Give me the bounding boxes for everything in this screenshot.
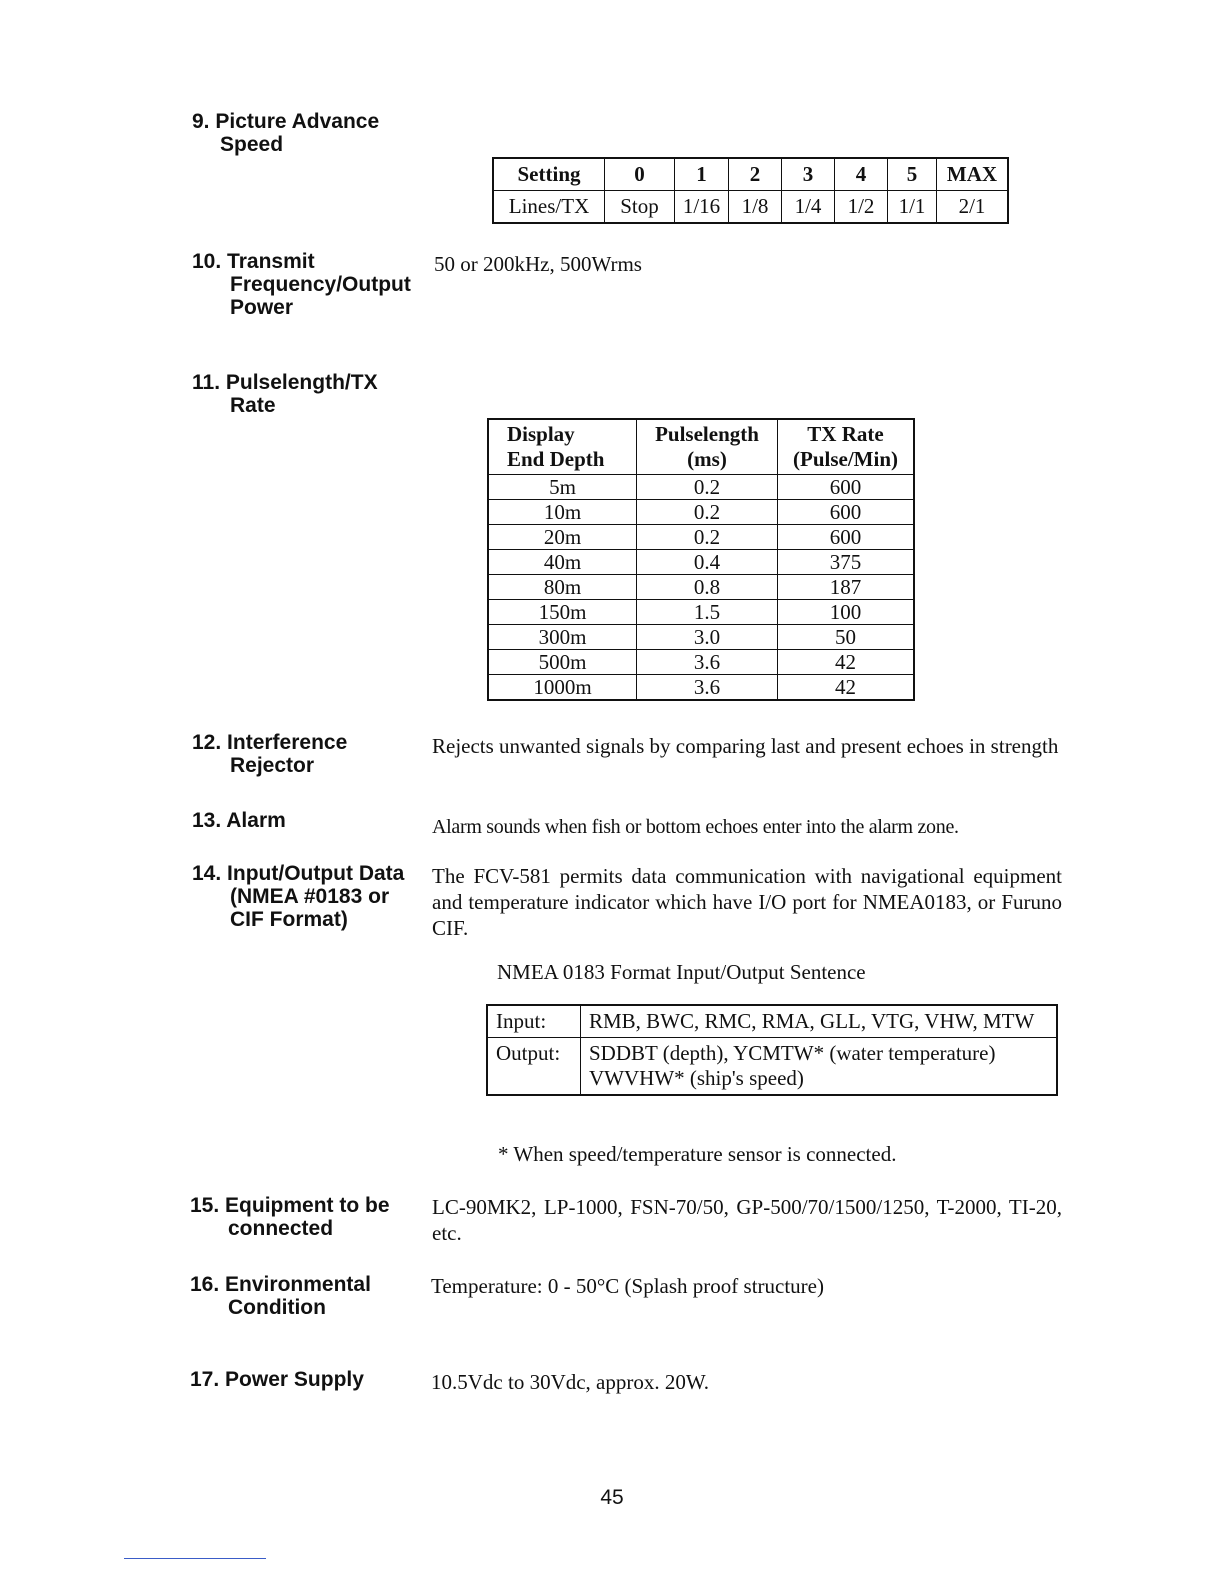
header-line: Display [507,422,575,446]
table-cell: 500m [488,650,637,675]
item-label-line: Environmental [225,1273,371,1296]
header-line: Pulselength [655,422,759,446]
item-label-line: (NMEA #0183 or [230,885,390,908]
table-cell: 2/1 [937,191,1009,224]
item-13-value: Alarm sounds when fish or bottom echoes enter into the alarm zone. [432,816,959,838]
table-header-row [488,419,914,475]
item-label-line: Picture Advance [215,110,380,133]
item-number: 17. [190,1368,220,1391]
table-row [488,575,914,600]
table-cell: 1/8 [729,191,782,224]
item-label-line: Power Supply [225,1368,364,1391]
header-line: TX Rate [807,422,884,446]
table-cell: 4 [835,158,888,191]
item-number: 13. [192,809,222,832]
table-row [493,158,1008,191]
table-row [488,500,914,525]
item-label-line: Alarm [226,809,286,832]
table-cell: 600 [778,525,915,550]
table-cell: 0.4 [637,550,778,575]
table-cell: Setting [493,158,605,191]
table-cell: 80m [488,575,637,600]
table-row [493,191,1008,224]
table-cell: 10m [488,500,637,525]
item-14-value: The FCV-581 permits data communication with navigational equipment and temperature indicator which have I/O port for NMEA0183, or Furuno CIF. [432,864,1062,940]
table-cell: 1/16 [675,191,729,224]
item-17-value: 10.5Vdc to 30Vdc, approx. 20W. [431,1370,710,1394]
item-label-line: Pulselength/TX [225,371,378,394]
table-cell: 300m [488,625,637,650]
item-label-line: Rejector [230,754,315,777]
item-10-label [192,250,411,319]
item-label-line: Speed [220,133,284,156]
table-cell: 0.2 [637,500,778,525]
table-cell: 600 [778,500,915,525]
item-11-label [192,371,378,417]
item-9-label [192,110,379,156]
table-cell: 0.2 [637,525,778,550]
item-number: 11. [192,371,221,394]
table-cell: 42 [778,675,915,701]
header-line: End Depth [507,447,605,471]
nmea-caption: NMEA 0183 Format Input/Output Sentence [497,960,866,984]
item-label-line: Equipment to be [225,1194,390,1217]
table-header-cell [637,419,778,475]
item-number: 9. [192,110,210,133]
table-cell: 40m [488,550,637,575]
item-number: 15. [190,1194,220,1217]
item-10-value: 50 or 200kHz, 500Wrms [434,252,642,276]
table-cell: 1/1 [888,191,937,224]
item-12-value: Rejects unwanted signals by comparing last and present echoes in strength [432,734,1059,758]
table-header-cell [778,419,915,475]
table-row [488,650,914,675]
table-cell: Stop [605,191,675,224]
table-row [488,525,914,550]
item-12-label [192,731,347,777]
table-cell: 42 [778,650,915,675]
table-cell: 3.6 [637,675,778,701]
table-cell: 1/4 [782,191,835,224]
item-label-line: Transmit [227,250,315,273]
table-cell: 3.0 [637,625,778,650]
table-cell: 600 [778,475,915,500]
table-cell: 0.2 [637,475,778,500]
item-number: 16. [190,1273,220,1296]
table-cell-key: Output: [487,1038,581,1096]
table-row [487,1005,1057,1038]
item-label-line: Input/Output Data [227,862,405,885]
table-cell: 20m [488,525,637,550]
item-17-label [190,1368,364,1391]
header-line: (ms) [687,447,727,471]
item-label-line: Frequency/Output [230,273,411,296]
table-cell: 0 [605,158,675,191]
table-cell: 0.8 [637,575,778,600]
table-cell: 50 [778,625,915,650]
item-label-line: Interference [227,731,348,754]
table-cell: 150m [488,600,637,625]
item-label-line: CIF Format) [230,908,348,931]
table-cell: 5 [888,158,937,191]
nmea-sentence-table [486,1004,1058,1096]
table-row [488,675,914,701]
item-16-value: Temperature: 0 - 50°C (Splash proof structure) [431,1274,824,1298]
table-cell: 1000m [488,675,637,701]
item-13-label [192,809,286,832]
item-number: 12. [192,731,222,754]
footnote: * When speed/temperature sensor is connected. [498,1142,897,1166]
table-cell-key: Input: [487,1005,581,1038]
item-number: 10. [192,250,222,273]
table-cell: 1 [675,158,729,191]
item-label-line: Condition [228,1296,326,1319]
page-number: 45 [600,1486,624,1509]
picture-advance-speed-table [492,157,1009,224]
pulselength-tx-rate-table [487,418,915,701]
item-14-label [192,862,404,931]
pulse-table-body [488,475,914,701]
table-cell: 3.6 [637,650,778,675]
table-cell: 3 [782,158,835,191]
table-cell: 5m [488,475,637,500]
table-row [488,550,914,575]
table-cell: 1.5 [637,600,778,625]
table-cell: MAX [937,158,1009,191]
table-cell: Lines/TX [493,191,605,224]
table-row [488,625,914,650]
header-line: (Pulse/Min) [793,447,898,471]
table-cell-value: SDDBT (depth), YCMTW* (water temperature) VWVHW* (ship's speed) [581,1038,1058,1096]
table-cell: 1/2 [835,191,888,224]
item-label-line: Power [230,296,294,319]
item-label-line: Rate [230,394,276,417]
table-cell: 2 [729,158,782,191]
item-15-value: LC-90MK2, LP-1000, FSN-70/50, GP-500/70/1500/1250, T-2000, TI-20, etc. [432,1195,1062,1245]
table-cell: 100 [778,600,915,625]
table-cell: 375 [778,550,915,575]
item-15-label [190,1194,390,1240]
item-label-line: connected [228,1217,334,1240]
table-row [488,475,914,500]
footer-rule [124,1558,266,1559]
table-cell: 187 [778,575,915,600]
table-row [487,1038,1057,1096]
table-row [488,600,914,625]
table-header-cell [488,419,637,475]
item-number: 14. [192,862,222,885]
item-16-label [190,1273,371,1319]
table-cell-value: RMB, BWC, RMC, RMA, GLL, VTG, VHW, MTW [581,1005,1058,1038]
